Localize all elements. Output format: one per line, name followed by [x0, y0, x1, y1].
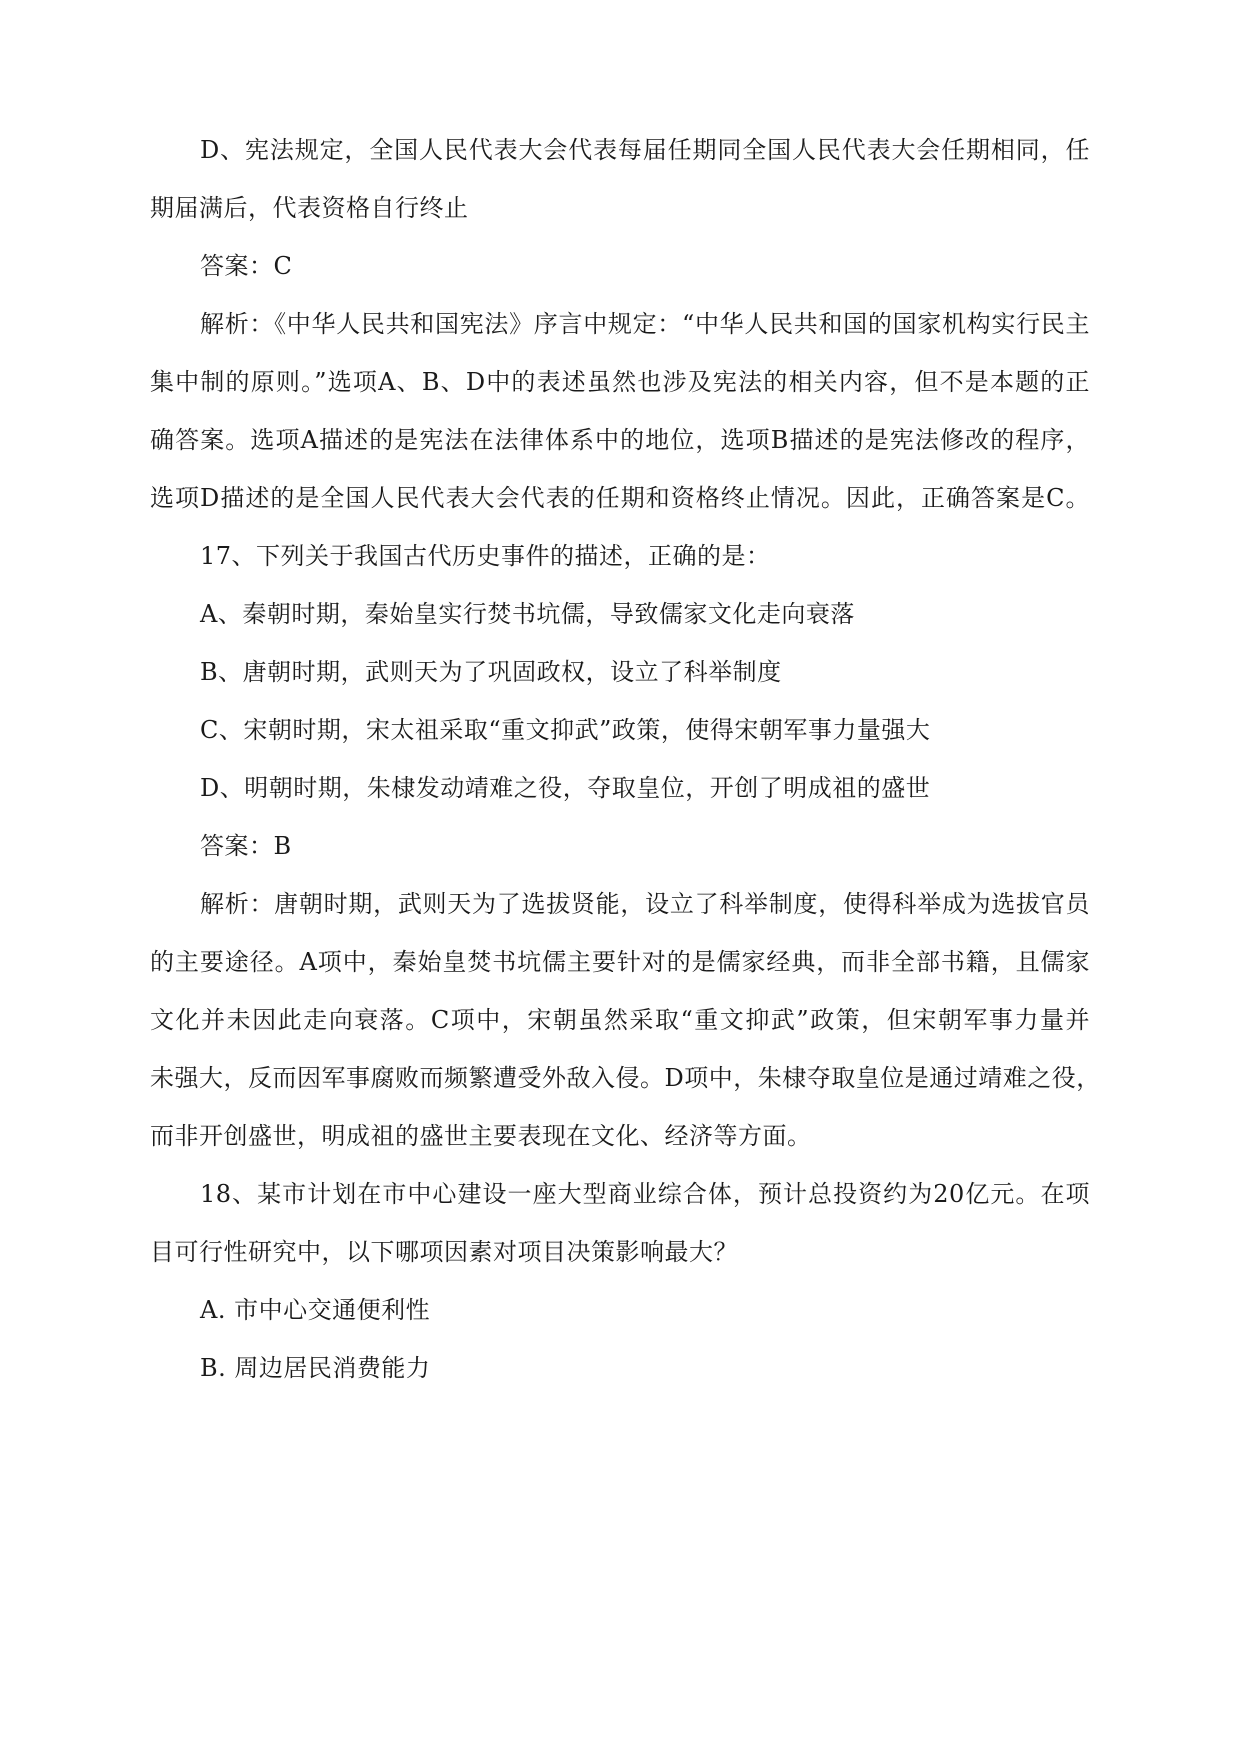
question-17-option-b: B、唐朝时期，武则天为了巩固政权，设立了科举制度 [200, 658, 782, 686]
answer-16: 答案：C [200, 252, 293, 280]
question-18-option-b: B. 周边居民消费能力 [200, 1354, 431, 1382]
option-d-text-continued: 期届满后，代表资格自行终止 [150, 194, 469, 222]
answer-17: 答案：B [200, 832, 292, 860]
analysis-17-paragraph-line: 的主要途径。A项中，秦始皇焚书坑儒主要针对的是儒家经典，而非全部书籍，且儒家 [150, 948, 1090, 976]
analysis-16-paragraph: 解析：《中华人民共和国宪法》序言中规定：“中华人民共和国的国家机构实行民主 [200, 310, 1090, 338]
question-17-option-c: C、宋朝时期，宋太祖采取“重文抑武”政策，使得宋朝军事力量强大 [200, 716, 931, 744]
option-d-text: D、宪法规定，全国人民代表大会代表每届任期同全国人民代表大会任期相同，任 [200, 136, 1090, 164]
question-17-option-a: A、秦朝时期，秦始皇实行焚书坑儒，导致儒家文化走向衰落 [200, 600, 855, 628]
question-17-option-d: D、明朝时期，朱棣发动靖难之役，夺取皇位，开创了明成祖的盛世 [200, 774, 931, 802]
analysis-16-paragraph-line: 选项D描述的是全国人民代表大会代表的任期和资格终止情况。因此，正确答案是C。 [150, 484, 1090, 512]
analysis-16-paragraph-line: 确答案。选项A描述的是宪法在法律体系中的地位，选项B描述的是宪法修改的程序， [150, 426, 1090, 454]
question-18: 18、某市计划在市中心建设一座大型商业综合体，预计总投资约为20亿元。在项 [200, 1180, 1090, 1208]
analysis-17-paragraph-line: 未强大，反而因军事腐败而频繁遭受外敌入侵。D项中，朱棣夺取皇位是通过靖难之役， [150, 1064, 1101, 1092]
question-18-continued: 目可行性研究中，以下哪项因素对项目决策影响最大？ [150, 1238, 738, 1266]
question-18-option-a: A. 市中心交通便利性 [200, 1296, 431, 1324]
analysis-16-paragraph-line: 集中制的原则。”选项A、B、D中的表述虽然也涉及宪法的相关内容，但不是本题的正 [150, 368, 1090, 396]
question-17: 17、下列关于我国古代历史事件的描述，正确的是： [200, 542, 771, 570]
analysis-17-paragraph-line: 文化并未因此走向衰落。C项中，宋朝虽然采取“重文抑武”政策，但宋朝军事力量并 [150, 1006, 1090, 1034]
analysis-17-paragraph: 解析：唐朝时期，武则天为了选拔贤能，设立了科举制度，使得科举成为选拔官员 [200, 890, 1090, 918]
analysis-17-paragraph-line: 而非开创盛世，明成祖的盛世主要表现在文化、经济等方面。 [150, 1122, 812, 1150]
